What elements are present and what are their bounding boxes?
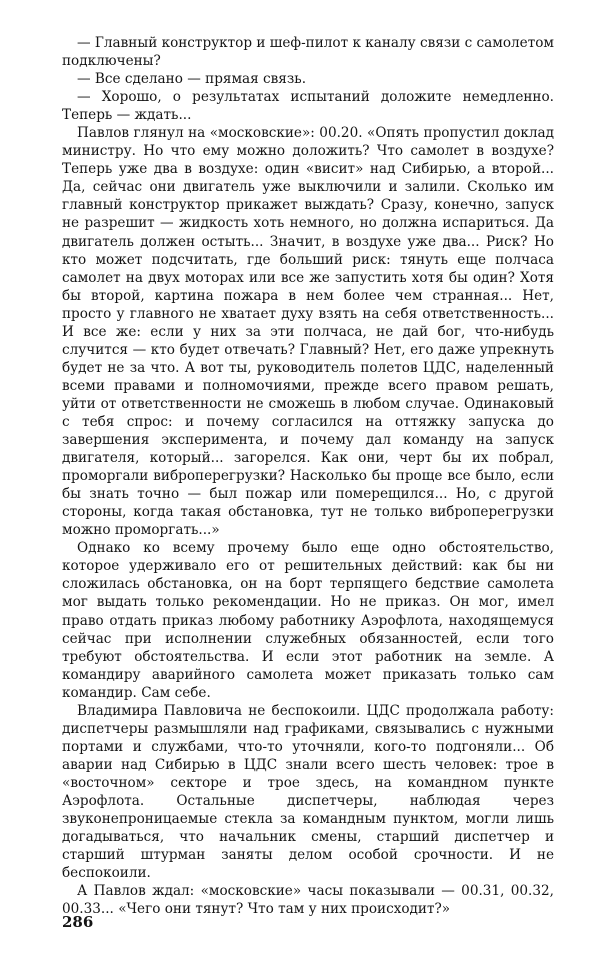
paragraph-waiting: А Павлов ждал: «московские» часы показывали — 00.31, 00.32, 00.33... «Чего они тянут? Что там у них происходит?» — [62, 883, 554, 918]
paragraph-circumstance: Однако ко всему прочему было еще одно обстоятельство, которое удерживало его от решительных действий: как бы ни сложилась обстановка, он на борт терпящего бедствие самолета мог выдать только рекомендации. Но не приказ. Он мог, имел право отдать приказ любому работнику Аэрофлота, находящемуся сейчас при исполнении служебных обязанностей, если того требуют обстоятельства. И если этот работник на земле. А командиру аварийного самолета может приказать только сам командир. Сам себе. — [62, 540, 554, 701]
paragraph-answer: — Все сделано — прямая связь. — [77, 71, 307, 88]
paragraph-pavlov-thoughts: Павлов глянул на «московские»: 00.20. «Опять пропустил доклад министру. Но что ему можно доложить? Что самолет в воздухе? Теперь уже два в воздухе: один «висит» над Сибирью, а второй... Да, сейчас они двигатель уже выключили и залили. Сколько им главный конструктор прикажет выждать? Сразу, конечно, запуск не разрешит — жидкость хоть немного, но должна испариться. Да двигатель должен остыть... Значит, в воздухе уже два... Риск? Но кто может подсчитать, где больший риск: тянуть еще полчаса самолет на двух моторах или все же запустить хотя бы один? Хотя бы второй, картина пожара в нем более чем странная... Нет, просто у главного не хватает духу взять на себя ответственность... И все же: если у них за эти полчаса, не дай бог, что-нибудь случится — кто будет отвечать? Главный? Нет, его даже упрекнуть будет не за что. А вот ты, руководитель полетов ЦДС, наделенный всеми правами и полномочиями, прежде всего правом решать, уйти от ответственности не сможешь в любом случае. Одинаковый с тебя спрос: и почему согласился на оттяжку запуска до завершения эксперимента, и почему дал команду на запуск двигателя, который... загорелся. Как они, черт бы их побрал, проморгали виброперегрузки? Насколько бы проще все было, если бы знать точно — был пожар или померещился... Но, с другой стороны, когда такая обстановка, тут не только виброперегрузки можно проморгать...» — [62, 125, 554, 539]
paragraph-question: — Главный конструктор и шеф-пилот к каналу связи с самолетом подключены? — [62, 35, 554, 70]
paragraph-cds-work: Владимира Павловича не беспокоили. ЦДС продолжала работу: диспетчеры размышляли над графиками, связывались с нужными портами и службами, что-то уточняли, кого-то подгоняли... Об аварии над Сибирью в ЦДС знали всего шесть человек: трое в «восточном» секторе и трое здесь, на командном пункте Аэрофлота. Остальные диспетчеры, наблюдая через звуконепроницаемые стекла за командным пунктом, могли лишь догадываться, что начальник смены, старший диспетчер и старший штурман заняты делом особой срочности. И не беспокоили. — [62, 702, 554, 882]
page-body — [62, 34, 554, 918]
paragraph-order: — Хорошо, о результатах испытаний доложите немедленно. Теперь — ждать... — [62, 89, 554, 124]
page-number: 286 — [62, 913, 94, 931]
